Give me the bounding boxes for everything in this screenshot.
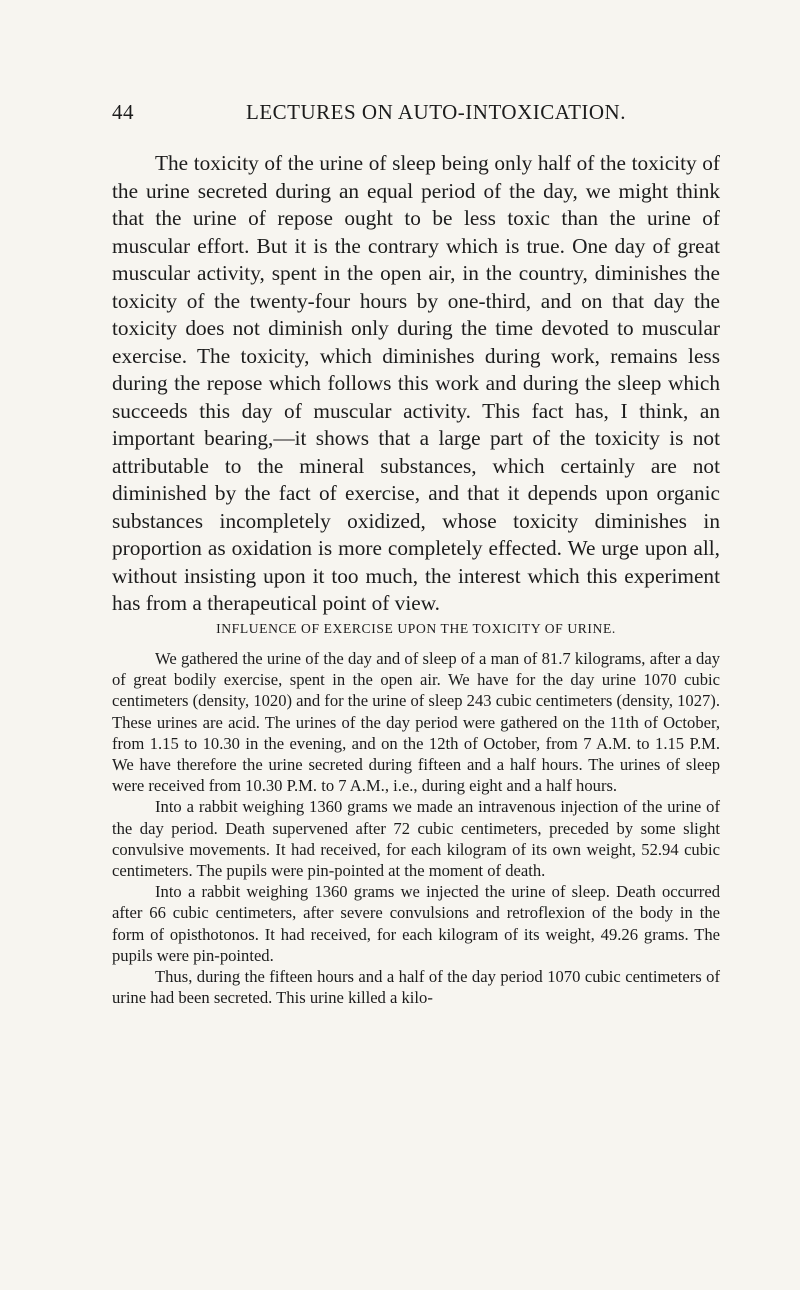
section-heading: INFLUENCE OF EXERCISE UPON THE TOXICITY OF URINE. xyxy=(216,621,616,636)
body-paragraph: The toxicity of the urine of sleep being only half of the toxicity of the urine secreted during an equal period of the day, we might think that the urine of repose ought to be less toxic than the urine of muscular effort. But it is the contrary which is true. One day of great muscular activity, spent in the open air, in the country, diminishes the toxicity of the twenty-four hours by one-third, and on that day the toxicity does not diminish only during the time devoted to muscular exercise. The toxicity, which diminishes during work, remains less during the repose which follows this work and during the sleep which succeeds this day of muscular activity. This fact has, I think, an important bearing,—it shows that a large part of the toxicity is not attributable to the mineral substances, which certainly are not diminished by the fact of exercise, and that it depends upon organic substances incompletely oxidized, whose toxicity diminishes in proportion as oxidation is more completely effected. We urge upon all, without insisting upon it too much, the interest which this experiment has from a therapeutical point of view. xyxy=(112,151,720,615)
page-number: 44 xyxy=(112,100,134,124)
running-head xyxy=(112,100,720,130)
experiment-paragraph: We gathered the urine of the day and of sleep of a man of 81.7 kilograms, after a day of great bodily exercise, spent in the open air. We have for the day urine 1070 cubic centimeters (density, 1020) and for the urine of sleep 243 cubic centimeters (density, 1027). These urines are acid. The urines of the day period were gathered on the 11th of October, from 1.15 to 10.30 in the evening, and on the 12th of October, from 7 A.M. to 1.15 P.M. We have therefore the urine secreted during fifteen and a half hours. The urines of sleep were received from 10.30 P.M. to 7 A.M., i.e., during eight and a half hours. xyxy=(112,649,720,796)
experiment-paragraph: Into a rabbit weighing 1360 grams we made an intravenous injection of the urine of the day period. Death supervened after 72 cubic centimeters, preceded by some slight convulsive movements. It had received, for each kilogram of its own weight, 52.94 cubic centimeters. The pupils were pin-pointed at the moment of death. xyxy=(112,797,720,881)
experiment-notes xyxy=(112,648,720,1008)
experiment-paragraph: Thus, during the fifteen hours and a half of the day period 1070 cubic centimeters of urine had been secreted. This urine killed a kilo- xyxy=(112,967,720,1008)
running-title: LECTURES ON AUTO-INTOXICATION. xyxy=(246,100,626,124)
experiment-paragraph: Into a rabbit weighing 1360 grams we injected the urine of sleep. Death occurred after 66 cubic centimeters, after severe convulsions and retroflexion of the body in the form of opisthotonos. It had received, for each kilogram of its weight, 49.26 grams. The pupils were pin-pointed. xyxy=(112,882,720,965)
